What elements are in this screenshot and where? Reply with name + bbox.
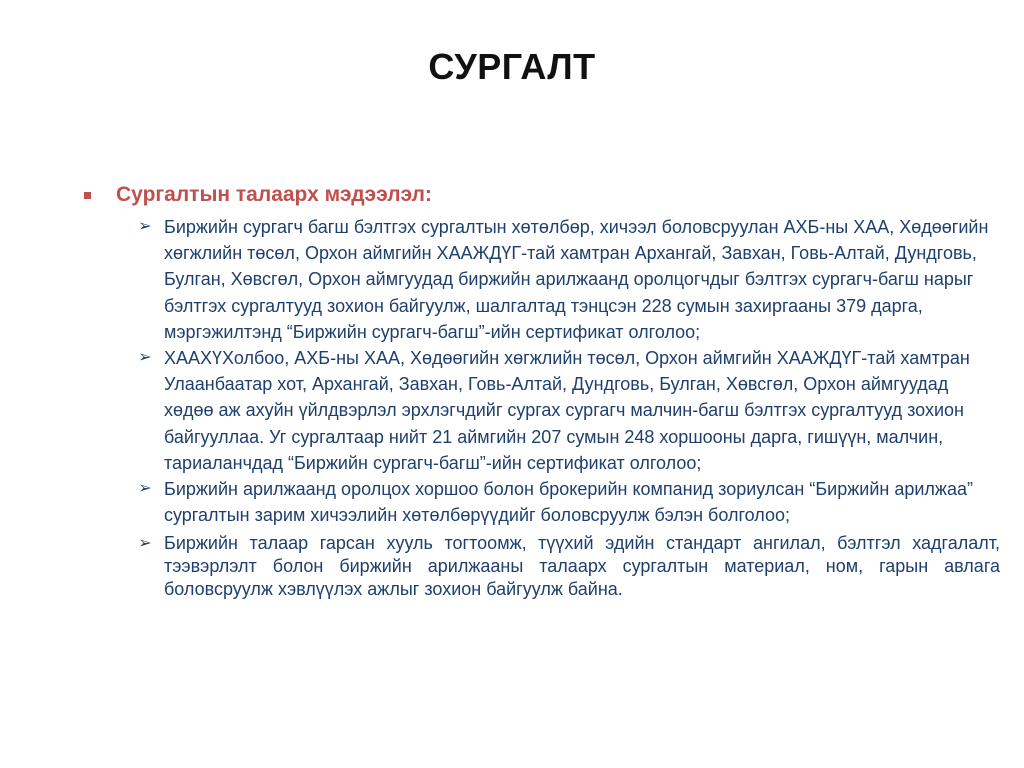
section-heading-row — [80, 180, 1000, 210]
section-heading: Сургалтын талаарх мэдээлэл: — [116, 183, 432, 206]
list-item-text: Биржийн сургагч багш бэлтгэх сургалтын хөтөлбөр, хичээл боловсруулан АХБ-ны ХАА, Хөдөөгийн хөгжлийн төсөл, Орхон аймгийн ХААЖДҮГ-тай хамтран Архангай, Завхан, Говь-Алтай, Дундговь, Булган, Хөвсгөл, Орхон аймгуудад биржийн арилжаанд оролцогчдыг бэлтгэх сургагч-багш нарыг бэлтгэх сургалтууд зохион байгуулж, шалгалтад тэнцсэн 228 сумын захиргааны 379 дарга, мэргэжилтэнд “Биржийн сургагч-багш”-ийн сертификат олголоо; — [164, 217, 989, 342]
arrow-bullet-icon: ➢ — [138, 218, 152, 235]
info-section — [80, 180, 1000, 601]
list-item — [80, 476, 1000, 528]
list-item — [80, 532, 1000, 601]
arrow-bullet-icon: ➢ — [138, 349, 152, 367]
list-item-text: ХААХҮХолбоо, АХБ-ны ХАА, Хөдөөгийн хөгжлийн төсөл, Орхон аймгийн ХААЖДҮГ-тай хамтран Улаанбаатар хот, Архангай, Завхан, Говь-Алтай, Дундговь, Булган, Хөвсгөл, Орхон аймгуудад хөдөө аж ахуйн үйлдвэрлэл эрхлэгчдийг сургах сургагч малчин-багш бэлтгэх сургалтууд зохион байгууллаа. Уг сургалтаар нийт 21 аймгийн 207 сумын 248 хоршооны дарга, гишүүн, малчин, тариаланчдад “Биржийн сургагч-багш”-ийн сертификат олголоо; — [164, 348, 970, 473]
list-item-text: Биржийн арилжаанд оролцох хоршоо болон брокерийн компанид зориулсан “Биржийн арилжаа” сургалтын зарим хичээлийн хөтөлбөрүүдийг боловсруулж бэлэн болголоо; — [164, 479, 973, 526]
list-item — [80, 214, 1000, 345]
arrow-bullet-icon: ➢ — [138, 535, 152, 553]
arrow-bullet-icon: ➢ — [138, 480, 152, 498]
square-bullet-icon — [84, 192, 91, 199]
slide-title: СУРГАЛТ — [428, 46, 596, 87]
list-item — [80, 345, 1000, 476]
list-item-text: Биржийн талаар гарсан хууль тогтоомж, түүхий эдийн стандарт ангилал, бэлтгэл хадгалалт, тээвэрлэлт болон биржийн арилжааны талаарх сургалтын материал, ном, гарын авлага боловсруулж хэвлүүлэх ажлыг зохион байгуулж байна. — [164, 533, 1000, 600]
info-list — [80, 214, 1000, 601]
